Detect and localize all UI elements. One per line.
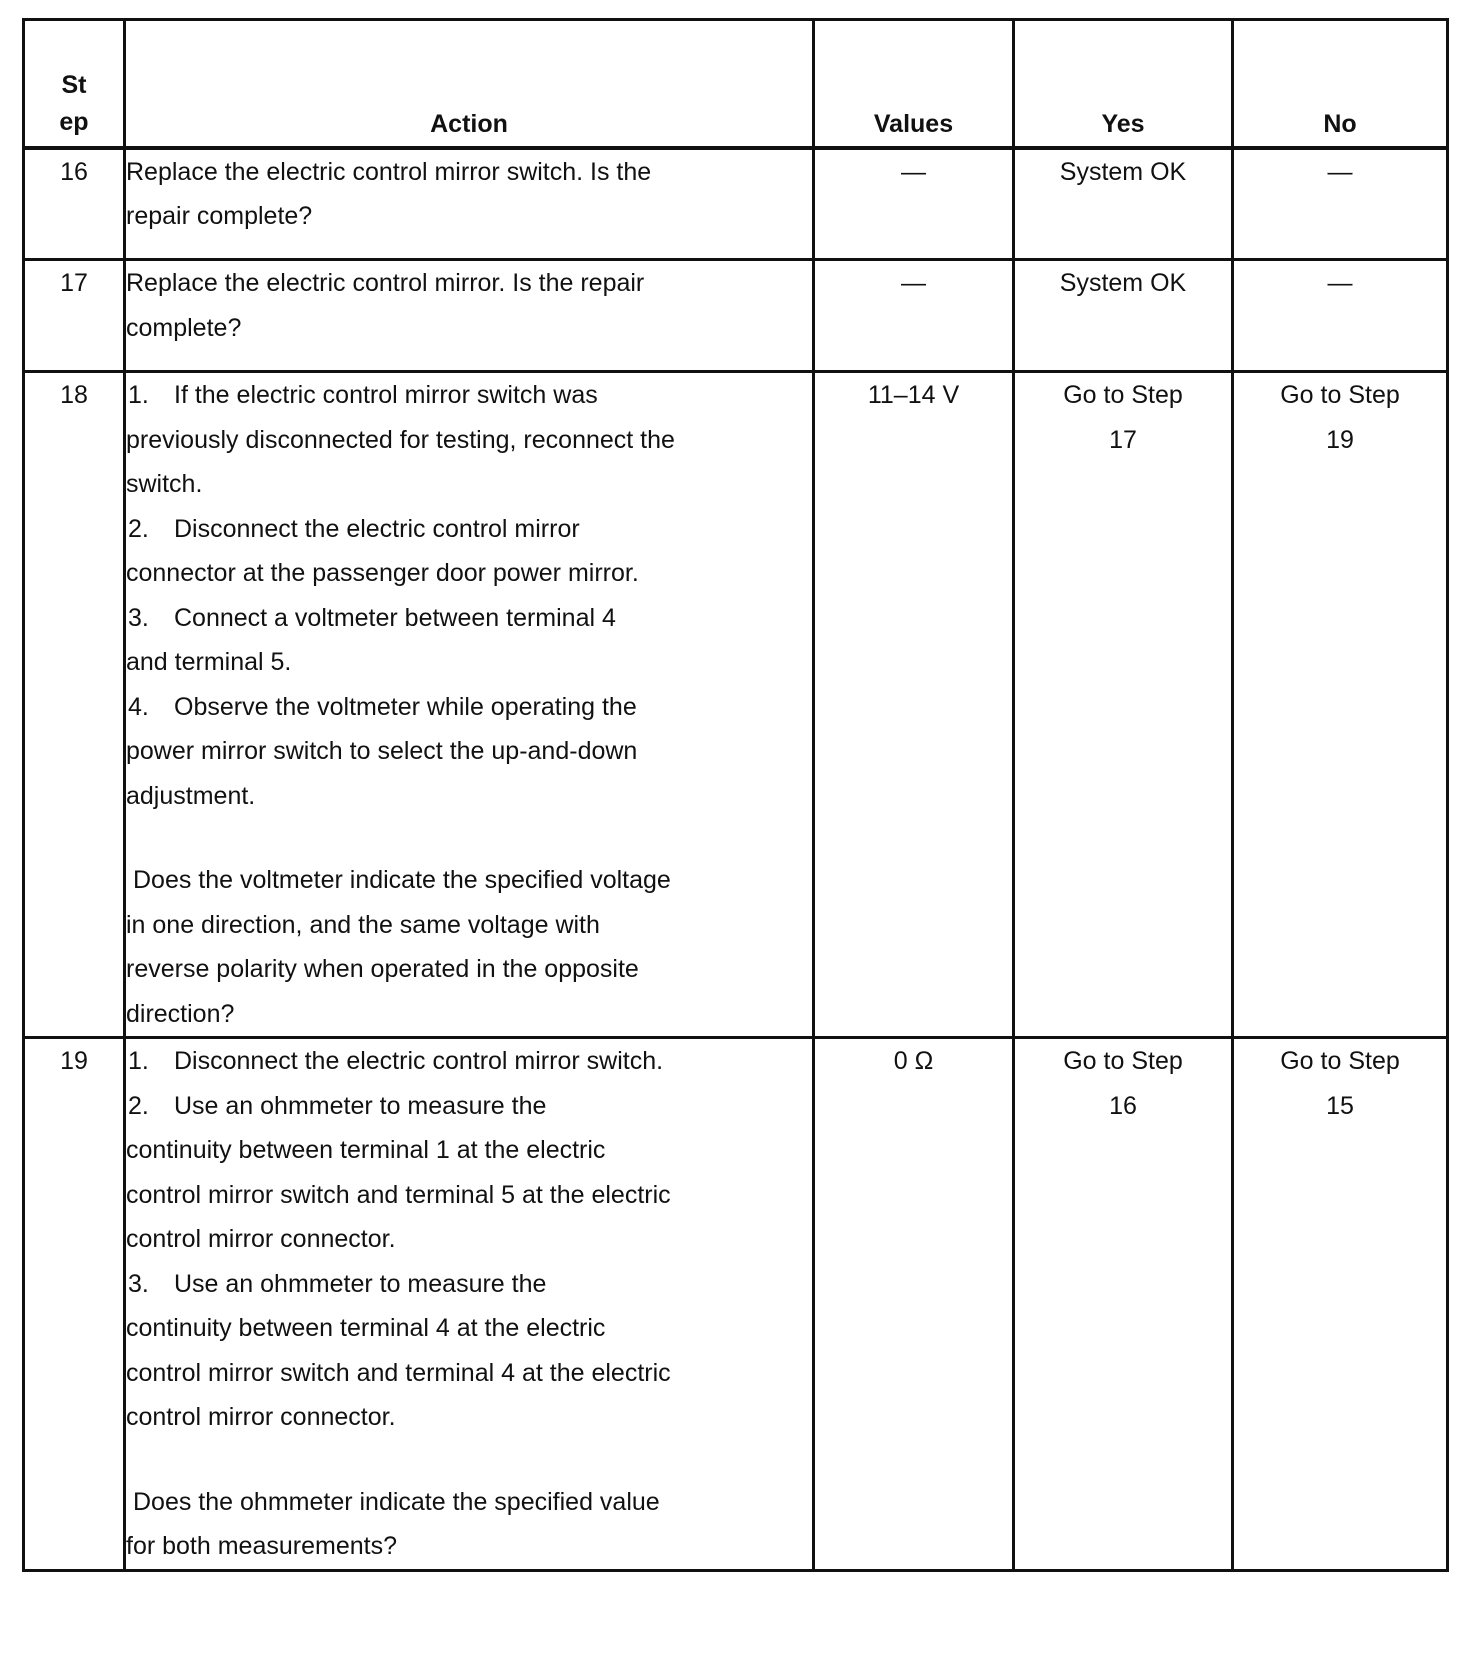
procedure-step-number: 3. (128, 1269, 149, 1298)
no-line: Go to Step (1280, 1047, 1400, 1075)
yes-line: 16 (1109, 1091, 1137, 1120)
procedure-step (126, 1084, 812, 1129)
yes-cell (1014, 372, 1233, 1038)
action-line: complete? (126, 313, 242, 342)
no-cell (1233, 372, 1448, 1038)
procedure-step-text: Observe the voltmeter while operating the (174, 692, 637, 721)
procedure-step (126, 685, 812, 730)
question-line: reverse polarity when operated in the opposite (126, 955, 639, 983)
procedure-step-text: Disconnect the electric control mirror (174, 514, 580, 543)
question-line: direction? (126, 999, 235, 1028)
action-cell (125, 260, 814, 372)
values-cell: 11–14 V (814, 372, 1014, 1038)
question-line: in one direction, and the same voltage with (126, 910, 600, 939)
header-values: Values (814, 20, 1014, 148)
diagnostic-table (22, 18, 1449, 1572)
table-row (24, 1038, 1448, 1571)
procedure-step-number: 1. (128, 381, 149, 409)
procedure-step-number: 3. (128, 603, 149, 632)
yes-line: Go to Step (1063, 1047, 1183, 1075)
action-line: continuity between terminal 4 at the electric (126, 1314, 606, 1342)
action-line: repair complete? (126, 202, 313, 230)
header-step-label: St ep (59, 70, 89, 136)
procedure-step (126, 1039, 812, 1084)
action-line: adjustment. (126, 781, 256, 810)
procedure-step-number: 2. (128, 514, 149, 543)
step-number: 17 (24, 260, 125, 372)
header-step (24, 20, 125, 148)
yes-line: Go to Step (1063, 381, 1183, 409)
action-cell (125, 372, 814, 1038)
step-number: 18 (24, 372, 125, 1038)
header-row (24, 20, 1448, 148)
action-line: switch. (126, 470, 203, 498)
procedure-step (126, 507, 812, 552)
table-row (24, 260, 1448, 372)
procedure-step-text: Use an ohmmeter to measure the (174, 1269, 547, 1298)
no-cell: — (1233, 260, 1448, 372)
spacer (126, 818, 812, 858)
procedure-step (126, 596, 812, 641)
procedure-step-number: 1. (128, 1047, 149, 1075)
spacer (126, 1440, 812, 1480)
action-line: control mirror connector. (126, 1403, 396, 1431)
action-line: control mirror connector. (126, 1225, 396, 1253)
procedure-step-text: Connect a voltmeter between terminal 4 (174, 603, 616, 632)
yes-cell: System OK (1014, 260, 1233, 372)
procedure-step-number: 2. (128, 1091, 149, 1120)
question-line: Does the ohmmeter indicate the specified value (133, 1487, 660, 1516)
yes-cell (1014, 1038, 1233, 1571)
question-line: for both measurements? (126, 1532, 397, 1560)
procedure-step-text: Use an ohmmeter to measure the (174, 1091, 547, 1120)
table-row (24, 372, 1448, 1038)
question-line: Does the voltmeter indicate the specified voltage (133, 866, 671, 894)
action-line: connector at the passenger door power mirror. (126, 559, 639, 587)
values-cell: 0 Ω (814, 1038, 1014, 1571)
procedure-step-number: 4. (128, 692, 149, 721)
action-cell (125, 148, 814, 260)
no-cell (1233, 1038, 1448, 1571)
action-line: Replace the electric control mirror switch. Is the (126, 157, 652, 186)
values-cell: — (814, 148, 1014, 260)
action-line: previously disconnected for testing, reconnect the (126, 425, 675, 454)
no-line: Go to Step (1280, 381, 1400, 409)
header-action: Action (125, 20, 814, 148)
action-line: and terminal 5. (126, 648, 292, 676)
action-line: continuity between terminal 1 at the electric (126, 1136, 606, 1164)
header-no: No (1233, 20, 1448, 148)
action-line: control mirror switch and terminal 5 at the electric (126, 1180, 671, 1209)
table-row (24, 148, 1448, 260)
values-cell: — (814, 260, 1014, 372)
action-line: Replace the electric control mirror. Is the repair (126, 269, 645, 297)
action-cell (125, 1038, 814, 1571)
yes-line: 17 (1109, 425, 1137, 454)
header-yes: Yes (1014, 20, 1233, 148)
step-number: 19 (24, 1038, 125, 1571)
step-number: 16 (24, 148, 125, 260)
procedure-step (126, 1262, 812, 1307)
action-line: power mirror switch to select the up-and-down (126, 737, 638, 765)
action-line: control mirror switch and terminal 4 at the electric (126, 1358, 671, 1387)
no-cell: — (1233, 148, 1448, 260)
procedure-step-text: Disconnect the electric control mirror switch. (174, 1047, 664, 1075)
no-line: 19 (1326, 425, 1354, 454)
procedure-step-text: If the electric control mirror switch was (174, 381, 598, 409)
no-line: 15 (1326, 1091, 1354, 1120)
procedure-step (126, 373, 812, 418)
yes-cell: System OK (1014, 148, 1233, 260)
